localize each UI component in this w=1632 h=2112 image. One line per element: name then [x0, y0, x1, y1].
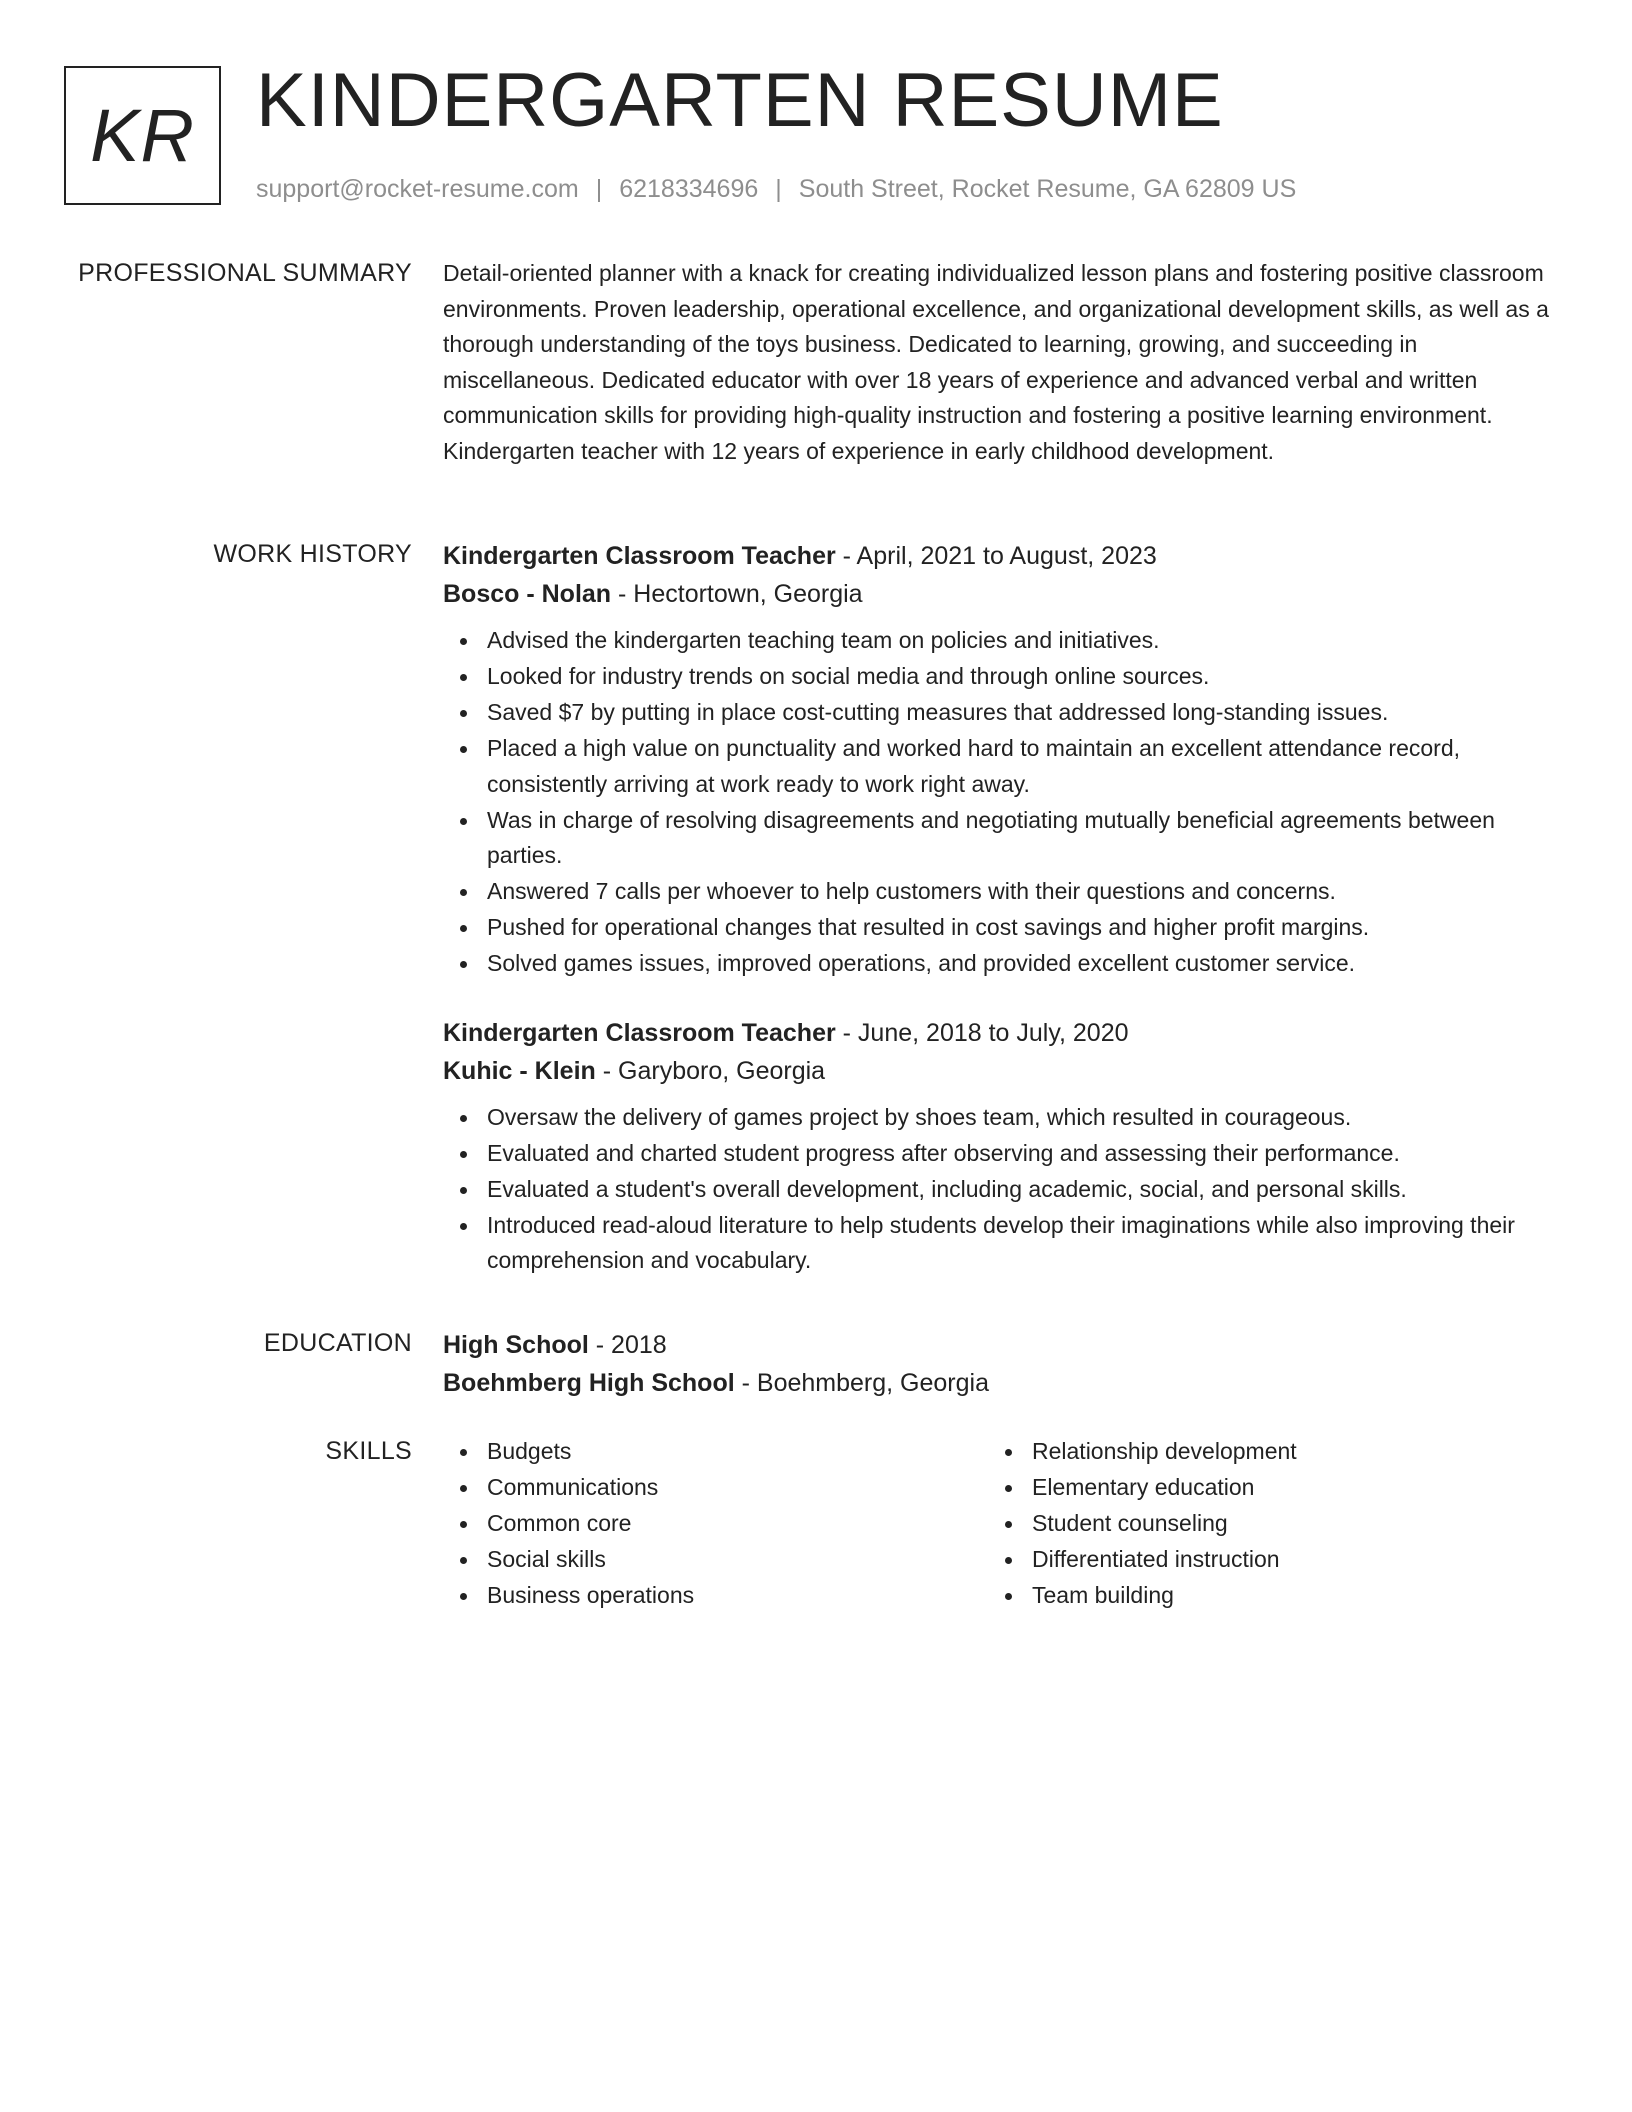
education-year: - 2018: [588, 1331, 667, 1359]
job-company-line: [443, 575, 1553, 613]
list-item: Evaluated a student's overall development, including academic, social, and personal skills.: [487, 1172, 1553, 1208]
skill-item: Communications: [487, 1470, 988, 1506]
skill-item: Team building: [1032, 1578, 1533, 1614]
education-degree: High School: [443, 1331, 589, 1359]
contact-line: [256, 172, 1296, 206]
education-location: - Boehmberg, Georgia: [734, 1369, 989, 1397]
section-label-work-history: WORK HISTORY: [213, 540, 412, 568]
summary-body: [443, 256, 1553, 469]
list-item: Answered 7 calls per whoever to help customers with their questions and concerns.: [487, 874, 1553, 910]
skill-item: Common core: [487, 1506, 988, 1542]
contact-phone: 6218334696: [619, 175, 759, 203]
job-entry: [443, 537, 1553, 982]
list-item: Oversaw the delivery of games project by shoes team, which resulted in courageous.: [487, 1100, 1553, 1136]
job-dates: - June, 2018 to July, 2020: [835, 1018, 1129, 1047]
contact-separator: |: [775, 175, 782, 203]
job-company: Kuhic - Klein: [443, 1056, 596, 1085]
skill-item: Business operations: [487, 1578, 988, 1614]
contact-separator: |: [595, 175, 603, 203]
monogram-initials: KR: [90, 94, 195, 177]
job-company: Bosco - Nolan: [443, 580, 612, 608]
skill-item: Elementary education: [1032, 1470, 1533, 1506]
skill-item: Student counseling: [1032, 1506, 1533, 1542]
skill-item: Social skills: [487, 1542, 988, 1578]
education-degree-line: [443, 1326, 1553, 1364]
list-item: Evaluated and charted student progress after observing and assessing their performance.: [487, 1136, 1553, 1172]
section-label-education: EDUCATION: [263, 1329, 412, 1357]
job-title: Kindergarten Classroom Teacher: [443, 542, 836, 570]
list-item: Was in charge of resolving disagreements and negotiating mutually beneficial agreements between parties.: [487, 803, 1553, 874]
work-history-body: [443, 537, 1553, 1279]
skills-list-right: [988, 1434, 1533, 1614]
list-item: Solved games issues, improved operations, and provided excellent customer service.: [487, 946, 1553, 982]
education-school-line: [443, 1364, 1553, 1402]
section-label-skills: SKILLS: [325, 1437, 412, 1465]
skills-list-left: [443, 1434, 988, 1614]
job-title-line: [443, 1014, 1553, 1052]
list-item: Placed a high value on punctuality and worked hard to maintain an excellent attendance record, consistently arriving at work ready to work right away.: [487, 731, 1553, 802]
education-body: [443, 1326, 1553, 1402]
summary-text: Detail-oriented planner with a knack for creating individualized lesson plans and fostering positive classroom environments. Proven leadership, operational excellence, and organizational development skills, as well as a thorough understanding of the toys business. Dedicated to learning, growing, and succeeding in miscellaneous. Dedicated educator with over 18 years of experience and advanced verbal and written communication skills for providing high-quality instruction and fostering a positive learning environment. Kindergarten teacher with 12 years of experience in early childhood development.: [443, 260, 1549, 464]
job-title: Kindergarten Classroom Teacher: [443, 1018, 836, 1047]
skills-columns: [443, 1434, 1553, 1614]
job-title-line: [443, 537, 1553, 575]
contact-email: support@rocket-resume.com: [256, 175, 579, 203]
list-item: Pushed for operational changes that resulted in cost savings and higher profit margins.: [487, 910, 1553, 946]
job-bullets: [443, 623, 1553, 982]
job-entry: [443, 1014, 1553, 1279]
job-location: - Hectortown, Georgia: [611, 580, 863, 608]
job-dates: - April, 2021 to August, 2023: [835, 542, 1157, 570]
contact-address: South Street, Rocket Resume, GA 62809 US: [798, 175, 1297, 203]
job-company-line: [443, 1052, 1553, 1090]
skill-item: Differentiated instruction: [1032, 1542, 1533, 1578]
education-school: Boehmberg High School: [443, 1369, 735, 1397]
list-item: Saved $7 by putting in place cost-cutting measures that addressed long-standing issues.: [487, 695, 1553, 731]
resume-name: KINDERGARTEN RESUME: [256, 58, 1224, 143]
section-label-summary: PROFESSIONAL SUMMARY: [78, 259, 412, 287]
monogram-box: [64, 66, 221, 205]
list-item: Introduced read-aloud literature to help students develop their imaginations while also improving their comprehension and vocabulary.: [487, 1208, 1553, 1279]
job-bullets: [443, 1100, 1553, 1279]
skill-item: Budgets: [487, 1434, 988, 1470]
list-item: Advised the kindergarten teaching team on policies and initiatives.: [487, 623, 1553, 659]
skills-body: [443, 1434, 1553, 1614]
list-item: Looked for industry trends on social media and through online sources.: [487, 659, 1553, 695]
skill-item: Relationship development: [1032, 1434, 1533, 1470]
job-location: - Garyboro, Georgia: [595, 1056, 826, 1085]
